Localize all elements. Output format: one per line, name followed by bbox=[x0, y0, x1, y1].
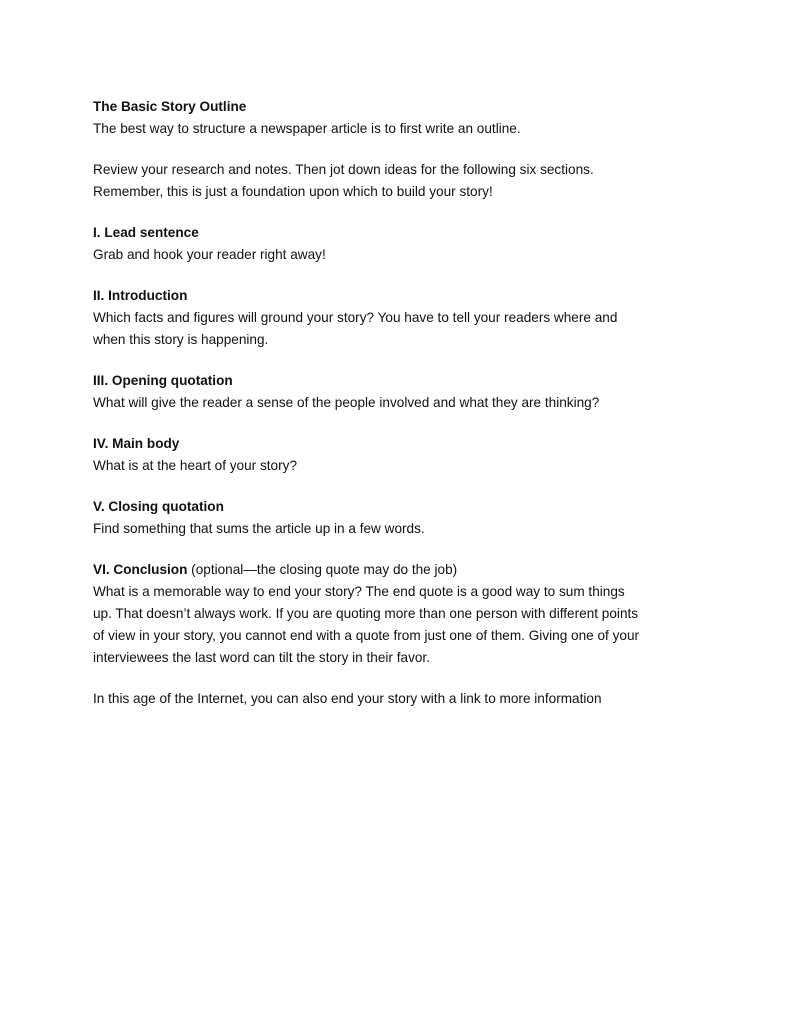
document-title: The Basic Story Outline bbox=[93, 99, 247, 114]
instructions-line: Remember, this is just a foundation upon which to build your story! bbox=[93, 184, 493, 199]
title-block bbox=[93, 96, 713, 140]
instructions-block bbox=[93, 159, 713, 203]
section-text: up. That doesn’t always work. If you are quoting more than one person with different points bbox=[93, 606, 639, 621]
section-text: interviewees the last word can tilt the story in their favor. bbox=[93, 650, 430, 665]
section-closing-quotation bbox=[93, 496, 713, 540]
section-heading: VI. Conclusion bbox=[93, 562, 188, 577]
section-introduction bbox=[93, 285, 713, 351]
section-heading-note: (optional—the closing quote may do the job) bbox=[187, 562, 458, 577]
section-heading: IV. Main body bbox=[93, 436, 180, 451]
section-text: Grab and hook your reader right away! bbox=[93, 247, 326, 262]
section-text: Which facts and figures will ground your story? You have to tell your readers where and bbox=[93, 310, 618, 325]
section-text: Find something that sums the article up in a few words. bbox=[93, 521, 425, 536]
section-conclusion bbox=[93, 559, 713, 669]
closing-text: In this age of the Internet, you can also end your story with a link to more information bbox=[93, 691, 602, 706]
section-text: What will give the reader a sense of the people involved and what they are thinking? bbox=[93, 395, 600, 410]
section-text: of view in your story, you cannot end with a quote from just one of them. Giving one of your bbox=[93, 628, 640, 643]
intro-text: The best way to structure a newspaper article is to first write an outline. bbox=[93, 121, 521, 136]
section-heading-line bbox=[93, 559, 713, 581]
section-text: What is at the heart of your story? bbox=[93, 458, 297, 473]
instructions-line: Review your research and notes. Then jot down ideas for the following six sections. bbox=[93, 162, 594, 177]
section-heading: I. Lead sentence bbox=[93, 225, 199, 240]
section-heading: V. Closing quotation bbox=[93, 499, 224, 514]
section-heading: III. Opening quotation bbox=[93, 373, 233, 388]
section-opening-quotation bbox=[93, 370, 713, 414]
closing-block bbox=[93, 688, 713, 710]
section-text: What is a memorable way to end your story? The end quote is a good way to sum things bbox=[93, 584, 625, 599]
section-heading: II. Introduction bbox=[93, 288, 188, 303]
section-main-body bbox=[93, 433, 713, 477]
section-text: when this story is happening. bbox=[93, 332, 269, 347]
section-lead-sentence bbox=[93, 222, 713, 266]
document-page bbox=[93, 96, 713, 729]
